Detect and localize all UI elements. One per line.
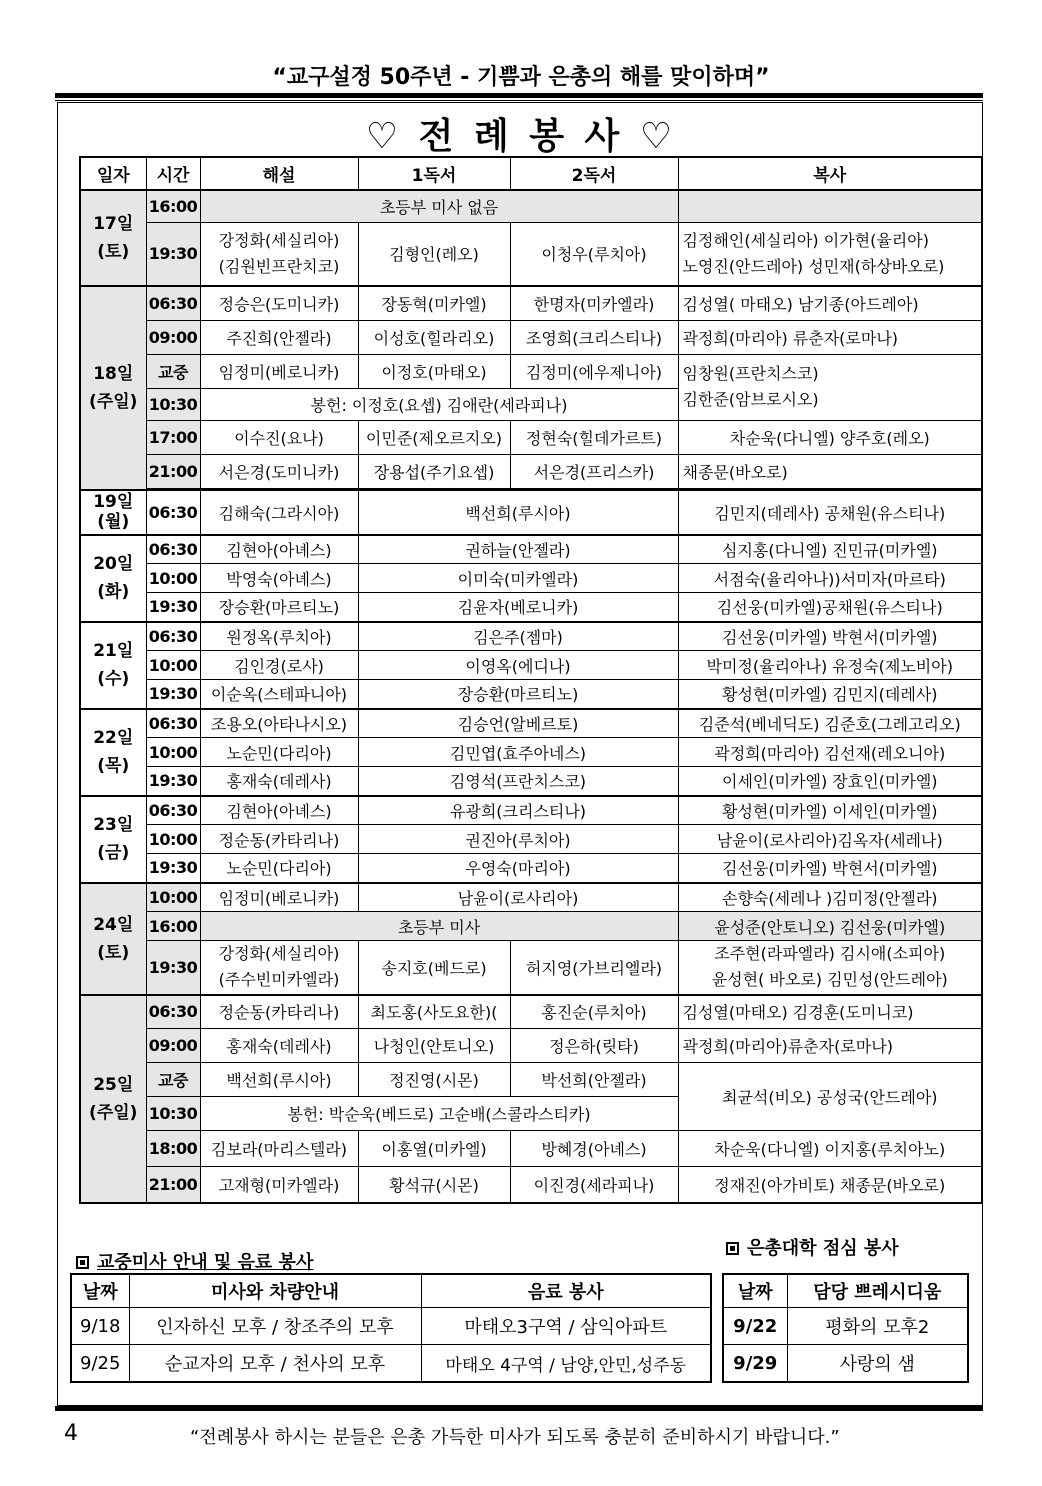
reading1-cell: 이민준(제오르지오) xyxy=(358,420,510,454)
table-row xyxy=(80,535,982,564)
reading2-cell: 정현숙(힐데가르트) xyxy=(510,420,678,454)
col-date: 일자 xyxy=(80,157,146,190)
time-cell: 06:30 xyxy=(146,535,200,564)
server-cell: 김민지(데레사) 공채원(유스티나) xyxy=(678,490,982,535)
reading2-cell: 이청우(루치아) xyxy=(510,222,678,286)
table-row xyxy=(80,1167,982,1203)
time-cell: 10:30 xyxy=(146,1097,200,1131)
time-cell: 19:30 xyxy=(146,680,200,709)
table-row xyxy=(80,995,982,1029)
col-presidium: 담당 쁘레시디움 xyxy=(787,1274,968,1308)
table-row xyxy=(80,680,982,709)
table-row xyxy=(80,490,982,535)
day-cell: 18일 (주일) xyxy=(80,286,146,490)
offertory-cell: 봉헌: 이정호(요셉) 김애란(세라피나) xyxy=(200,388,678,420)
time-cell: 18:00 xyxy=(146,1131,200,1167)
table-row xyxy=(71,1345,711,1383)
day-cell: 25일 (주일) xyxy=(80,995,146,1203)
time-cell: 10:00 xyxy=(146,564,200,593)
reading2-cell: 방혜경(아녜스) xyxy=(510,1131,678,1167)
reading1-cell: 장동혁(미카엘) xyxy=(358,286,510,320)
reading2-cell: 허지영(가브리엘라) xyxy=(510,941,678,995)
time-cell: 06:30 xyxy=(146,622,200,651)
time-cell: 21:00 xyxy=(146,1167,200,1203)
table-row xyxy=(80,941,982,995)
server-cell: 김성열( 마태오) 남기종(아드레아) xyxy=(678,286,982,320)
footer-rule xyxy=(55,1406,983,1411)
reading1-cell: 김형인(레오) xyxy=(358,222,510,286)
guide-cell: 인자하신 모후 / 창조주의 모후 xyxy=(129,1308,421,1345)
server-cell: 서점숙(율리아나))서미자(마르타) xyxy=(678,564,982,593)
table-row xyxy=(80,622,982,651)
square-bullet-icon xyxy=(76,1256,89,1269)
mass-info-table xyxy=(70,1273,712,1383)
server-cell: 손향숙(세레나 )김미정(안젤라) xyxy=(678,883,982,912)
reading2-cell: 한명자(미카엘라) xyxy=(510,286,678,320)
col-reading2: 2독서 xyxy=(510,157,678,190)
main-title: ♡ 전 례 봉 사 ♡ xyxy=(365,116,677,157)
time-cell: 19:30 xyxy=(146,854,200,883)
time-cell: 16:00 xyxy=(146,912,200,941)
time-cell: 19:30 xyxy=(146,767,200,796)
col-drinks: 음료 봉사 xyxy=(421,1274,711,1308)
reading1-cell: 이정호(마태오) xyxy=(358,354,510,388)
reading-cell: 김민엽(효주아네스) xyxy=(358,738,678,767)
day-cell: 19일 (월) xyxy=(80,490,146,535)
commentary-cell: 강정화(세실리아) (김원빈프란치코) xyxy=(200,222,358,286)
day-cell: 22일 (목) xyxy=(80,709,146,796)
server-cell: 곽정희(마리아)류춘자(로마나) xyxy=(678,1029,982,1063)
server-cell: 차순욱(다니엘) 이지홍(루치아노) xyxy=(678,1131,982,1167)
server-cell: 이세인(미카엘) 장효인(미카엘) xyxy=(678,767,982,796)
commentary-cell: 김현아(아녜스) xyxy=(200,796,358,825)
header-rule xyxy=(55,93,983,98)
commentary-cell: 임정미(베로니카) xyxy=(200,883,358,912)
col-date: 날짜 xyxy=(723,1274,787,1308)
reading-cell: 김윤자(베로니카) xyxy=(358,593,678,622)
commentary-cell: 김해숙(그라시아) xyxy=(200,490,358,535)
commentary-cell: 노순민(다리아) xyxy=(200,854,358,883)
reading-cell: 남윤이(로사리아) xyxy=(358,883,678,912)
server-cell: 윤성준(안토니오) 김선웅(미카엘) xyxy=(678,912,982,941)
server-cell: 임창원(프란치스코) 김한준(암브로시오) xyxy=(678,354,982,420)
time-cell: 21:00 xyxy=(146,454,200,488)
time-cell: 06:30 xyxy=(146,995,200,1029)
day-cell: 24일 (토) xyxy=(80,883,146,995)
day-cell: 21일 (수) xyxy=(80,622,146,709)
reading2-cell: 조영희(크리스티나) xyxy=(510,320,678,354)
table-row xyxy=(80,354,982,388)
server-cell: 황성현(미카엘) 이세인(미카엘) xyxy=(678,796,982,825)
table-row xyxy=(80,190,982,222)
lunch-table xyxy=(722,1273,969,1383)
reading1-cell: 이홍열(미카엘) xyxy=(358,1131,510,1167)
time-cell: 19:30 xyxy=(146,222,200,286)
commentary-cell: 조용오(아타나시오) xyxy=(200,709,358,738)
table-row xyxy=(80,912,982,941)
reading2-cell: 홍진순(루치아) xyxy=(510,995,678,1029)
server-cell: 차순욱(다니엘) 양주호(레오) xyxy=(678,420,982,454)
table-row xyxy=(80,222,982,286)
server-cell: 황성현(미카엘) 김민지(데레사) xyxy=(678,680,982,709)
commentary-cell: 이순옥(스테파니아) xyxy=(200,680,358,709)
commentary-cell: 홍재숙(데레사) xyxy=(200,1029,358,1063)
commentary-cell: 정순동(카타리나) xyxy=(200,995,358,1029)
drinks-cell: 마태오3구역 / 삼익아파트 xyxy=(421,1308,711,1345)
time-cell: 06:30 xyxy=(146,490,200,535)
server-cell: 김선웅(미카엘) 박현서(미카엘) xyxy=(678,854,982,883)
time-cell: 06:30 xyxy=(146,286,200,320)
table-row xyxy=(80,420,982,454)
presidium-cell: 사랑의 샘 xyxy=(787,1345,968,1383)
time-cell: 09:00 xyxy=(146,1029,200,1063)
server-cell: 박미정(율리아나) 유정숙(제노비아) xyxy=(678,651,982,680)
commentary-cell: 서은경(도미니카) xyxy=(200,454,358,488)
server-cell: 곽정희(마리아) 류춘자(로마나) xyxy=(678,320,982,354)
day-cell: 20일 (화) xyxy=(80,535,146,622)
date-cell: 9/29 xyxy=(723,1345,787,1383)
mass-info-heading: 교중미사 안내 및 음료 봉사 xyxy=(76,1248,313,1274)
reading-cell: 김승언(알베르토) xyxy=(358,709,678,738)
commentary-cell: 김인경(로사) xyxy=(200,651,358,680)
table-row xyxy=(80,1063,982,1097)
drinks-cell: 마태오 4구역 / 남양,안민,성주동 xyxy=(421,1345,711,1383)
table-row xyxy=(80,651,982,680)
time-cell: 16:00 xyxy=(146,190,200,222)
reading1-cell: 장용섭(주기요셉) xyxy=(358,454,510,488)
table-row xyxy=(80,286,982,320)
server-cell: 김성열(마태오) 김경훈(도미니코) xyxy=(678,995,982,1029)
server-cell: 김준석(베네딕도) 김준호(그레고리오) xyxy=(678,709,982,738)
commentary-cell: 김보라(마리스텔라) xyxy=(200,1131,358,1167)
time-cell: 10:00 xyxy=(146,651,200,680)
time-cell: 17:00 xyxy=(146,420,200,454)
commentary-cell: 노순민(다리아) xyxy=(200,738,358,767)
commentary-cell: 고재형(미카엘라) xyxy=(200,1167,358,1203)
table-row xyxy=(80,593,982,622)
reading-cell: 유광희(크리스티나) xyxy=(358,796,678,825)
commentary-cell: 정승은(도미니카) xyxy=(200,286,358,320)
server-cell: 남윤이(로사리아)김옥자(세레나) xyxy=(678,825,982,854)
header-title: “교구설정 50주년 - 기쁨과 은총의 해를 맞이하며” xyxy=(272,65,770,90)
table-row xyxy=(80,320,982,354)
schedule-table xyxy=(79,156,983,1204)
footer-note: “전례봉사 하시는 분들은 은총 가득한 미사가 되도록 충분히 준비하시기 바랍니다.” xyxy=(190,1427,840,1448)
table-row xyxy=(80,1131,982,1167)
reading-cell: 백선희(루시아) xyxy=(358,490,678,535)
col-time: 시간 xyxy=(146,157,200,190)
commentary-cell: 장승환(마르티노) xyxy=(200,593,358,622)
time-cell: 06:30 xyxy=(146,796,200,825)
table-row xyxy=(80,709,982,738)
table-row xyxy=(80,767,982,796)
day-cell: 23일 (금) xyxy=(80,796,146,883)
col-commentary: 해설 xyxy=(200,157,358,190)
time-cell: 19:30 xyxy=(146,941,200,995)
table-row xyxy=(80,854,982,883)
reading-cell: 김은주(젬마) xyxy=(358,622,678,651)
reading2-cell: 김정미(에우제니아) xyxy=(510,354,678,388)
presidium-cell: 평화의 모후2 xyxy=(787,1308,968,1345)
time-cell: 09:00 xyxy=(146,320,200,354)
reading2-cell: 이진경(세라피나) xyxy=(510,1167,678,1203)
table-row xyxy=(80,883,982,912)
time-cell: 10:00 xyxy=(146,883,200,912)
col-mass-guide: 미사와 차량안내 xyxy=(129,1274,421,1308)
table-row xyxy=(723,1345,968,1383)
commentary-cell: 강정화(세실리아) (주수빈미카엘라) xyxy=(200,941,358,995)
reading1-cell: 정진영(시몬) xyxy=(358,1063,510,1097)
date-cell: 9/22 xyxy=(723,1308,787,1345)
lunch-header-row xyxy=(723,1274,968,1308)
time-cell: 10:00 xyxy=(146,825,200,854)
reading-cell: 김영석(프란치스코) xyxy=(358,767,678,796)
time-cell: 교중 xyxy=(146,1063,200,1097)
reading-cell: 우영숙(마리아) xyxy=(358,854,678,883)
commentary-cell: 백선희(루시아) xyxy=(200,1063,358,1097)
note-cell: 초등부 미사 xyxy=(200,912,678,941)
time-cell: 06:30 xyxy=(146,709,200,738)
date-cell: 9/18 xyxy=(71,1308,129,1345)
table-row xyxy=(723,1308,968,1345)
reading1-cell: 나청인(안토니오) xyxy=(358,1029,510,1063)
server-cell: 심지홍(다니엘) 진민규(미카엘) xyxy=(678,535,982,564)
commentary-cell: 김현아(아녜스) xyxy=(200,535,358,564)
note-cell: 초등부 미사 없음 xyxy=(200,190,678,222)
square-bullet-icon xyxy=(726,1242,739,1255)
reading2-cell: 박선희(안젤라) xyxy=(510,1063,678,1097)
server-cell: 최균석(비오) 공성국(안드레아) xyxy=(678,1063,982,1131)
schedule-header-row xyxy=(80,157,982,190)
date-cell: 9/25 xyxy=(71,1345,129,1383)
reading-cell: 권하늘(안젤라) xyxy=(358,535,678,564)
table-row xyxy=(80,1029,982,1063)
commentary-cell: 임정미(베로니카) xyxy=(200,354,358,388)
server-cell: 김선웅(미카엘)공채원(유스티나) xyxy=(678,593,982,622)
time-cell: 교중 xyxy=(146,354,200,388)
reading2-cell: 서은경(프리스카) xyxy=(510,454,678,488)
reading2-cell: 정은하(릿타) xyxy=(510,1029,678,1063)
reading-cell: 장승환(마르티노) xyxy=(358,680,678,709)
day-cell: 17일 (토) xyxy=(80,190,146,286)
col-date: 날짜 xyxy=(71,1274,129,1308)
commentary-cell: 원정옥(루치아) xyxy=(200,622,358,651)
server-cell: 채종문(바오로) xyxy=(678,454,982,488)
header-rule-thin xyxy=(55,100,983,101)
commentary-cell: 이수진(요나) xyxy=(200,420,358,454)
reading-cell: 이미숙(미카엘라) xyxy=(358,564,678,593)
table-row xyxy=(80,738,982,767)
reading-cell: 권진아(루치아) xyxy=(358,825,678,854)
table-row xyxy=(80,564,982,593)
table-row xyxy=(80,796,982,825)
lunch-heading: 은총대학 점심 봉사 xyxy=(726,1234,899,1260)
empty-cell xyxy=(678,190,982,222)
table-row xyxy=(80,454,982,488)
table-row xyxy=(80,825,982,854)
server-cell: 김정해인(세실리아) 이가현(율리아) 노영진(안드레아) 성민재(하상바오로) xyxy=(678,222,982,286)
reading1-cell: 황석규(시몬) xyxy=(358,1167,510,1203)
reading1-cell: 최도홍(사도요한)( xyxy=(358,995,510,1029)
commentary-cell: 홍재숙(데레사) xyxy=(200,767,358,796)
page-number: 4 xyxy=(64,1421,78,1446)
time-cell: 10:30 xyxy=(146,388,200,420)
reading-cell: 이영옥(에디나) xyxy=(358,651,678,680)
commentary-cell: 주진희(안젤라) xyxy=(200,320,358,354)
commentary-cell: 정순동(카타리나) xyxy=(200,825,358,854)
time-cell: 19:30 xyxy=(146,593,200,622)
col-server: 복사 xyxy=(678,157,982,190)
mass-header-row xyxy=(71,1274,711,1308)
table-row xyxy=(71,1308,711,1345)
reading1-cell: 이성호(힐라리오) xyxy=(358,320,510,354)
server-cell: 곽정희(마리아) 김선재(레오니아) xyxy=(678,738,982,767)
commentary-cell: 박영숙(아녜스) xyxy=(200,564,358,593)
guide-cell: 순교자의 모후 / 천사의 모후 xyxy=(129,1345,421,1383)
col-reading1: 1독서 xyxy=(358,157,510,190)
time-cell: 10:00 xyxy=(146,738,200,767)
offertory-cell: 봉헌: 박순욱(베드로) 고순배(스콜라스티카) xyxy=(200,1097,678,1131)
reading1-cell: 송지호(베드로) xyxy=(358,941,510,995)
server-cell: 조주현(라파엘라) 김시애(소피아) 윤성현( 바오로) 김민성(안드레아) xyxy=(678,941,982,995)
server-cell: 정재진(아가비토) 채종문(바오로) xyxy=(678,1167,982,1203)
server-cell: 김선웅(미카엘) 박현서(미카엘) xyxy=(678,622,982,651)
